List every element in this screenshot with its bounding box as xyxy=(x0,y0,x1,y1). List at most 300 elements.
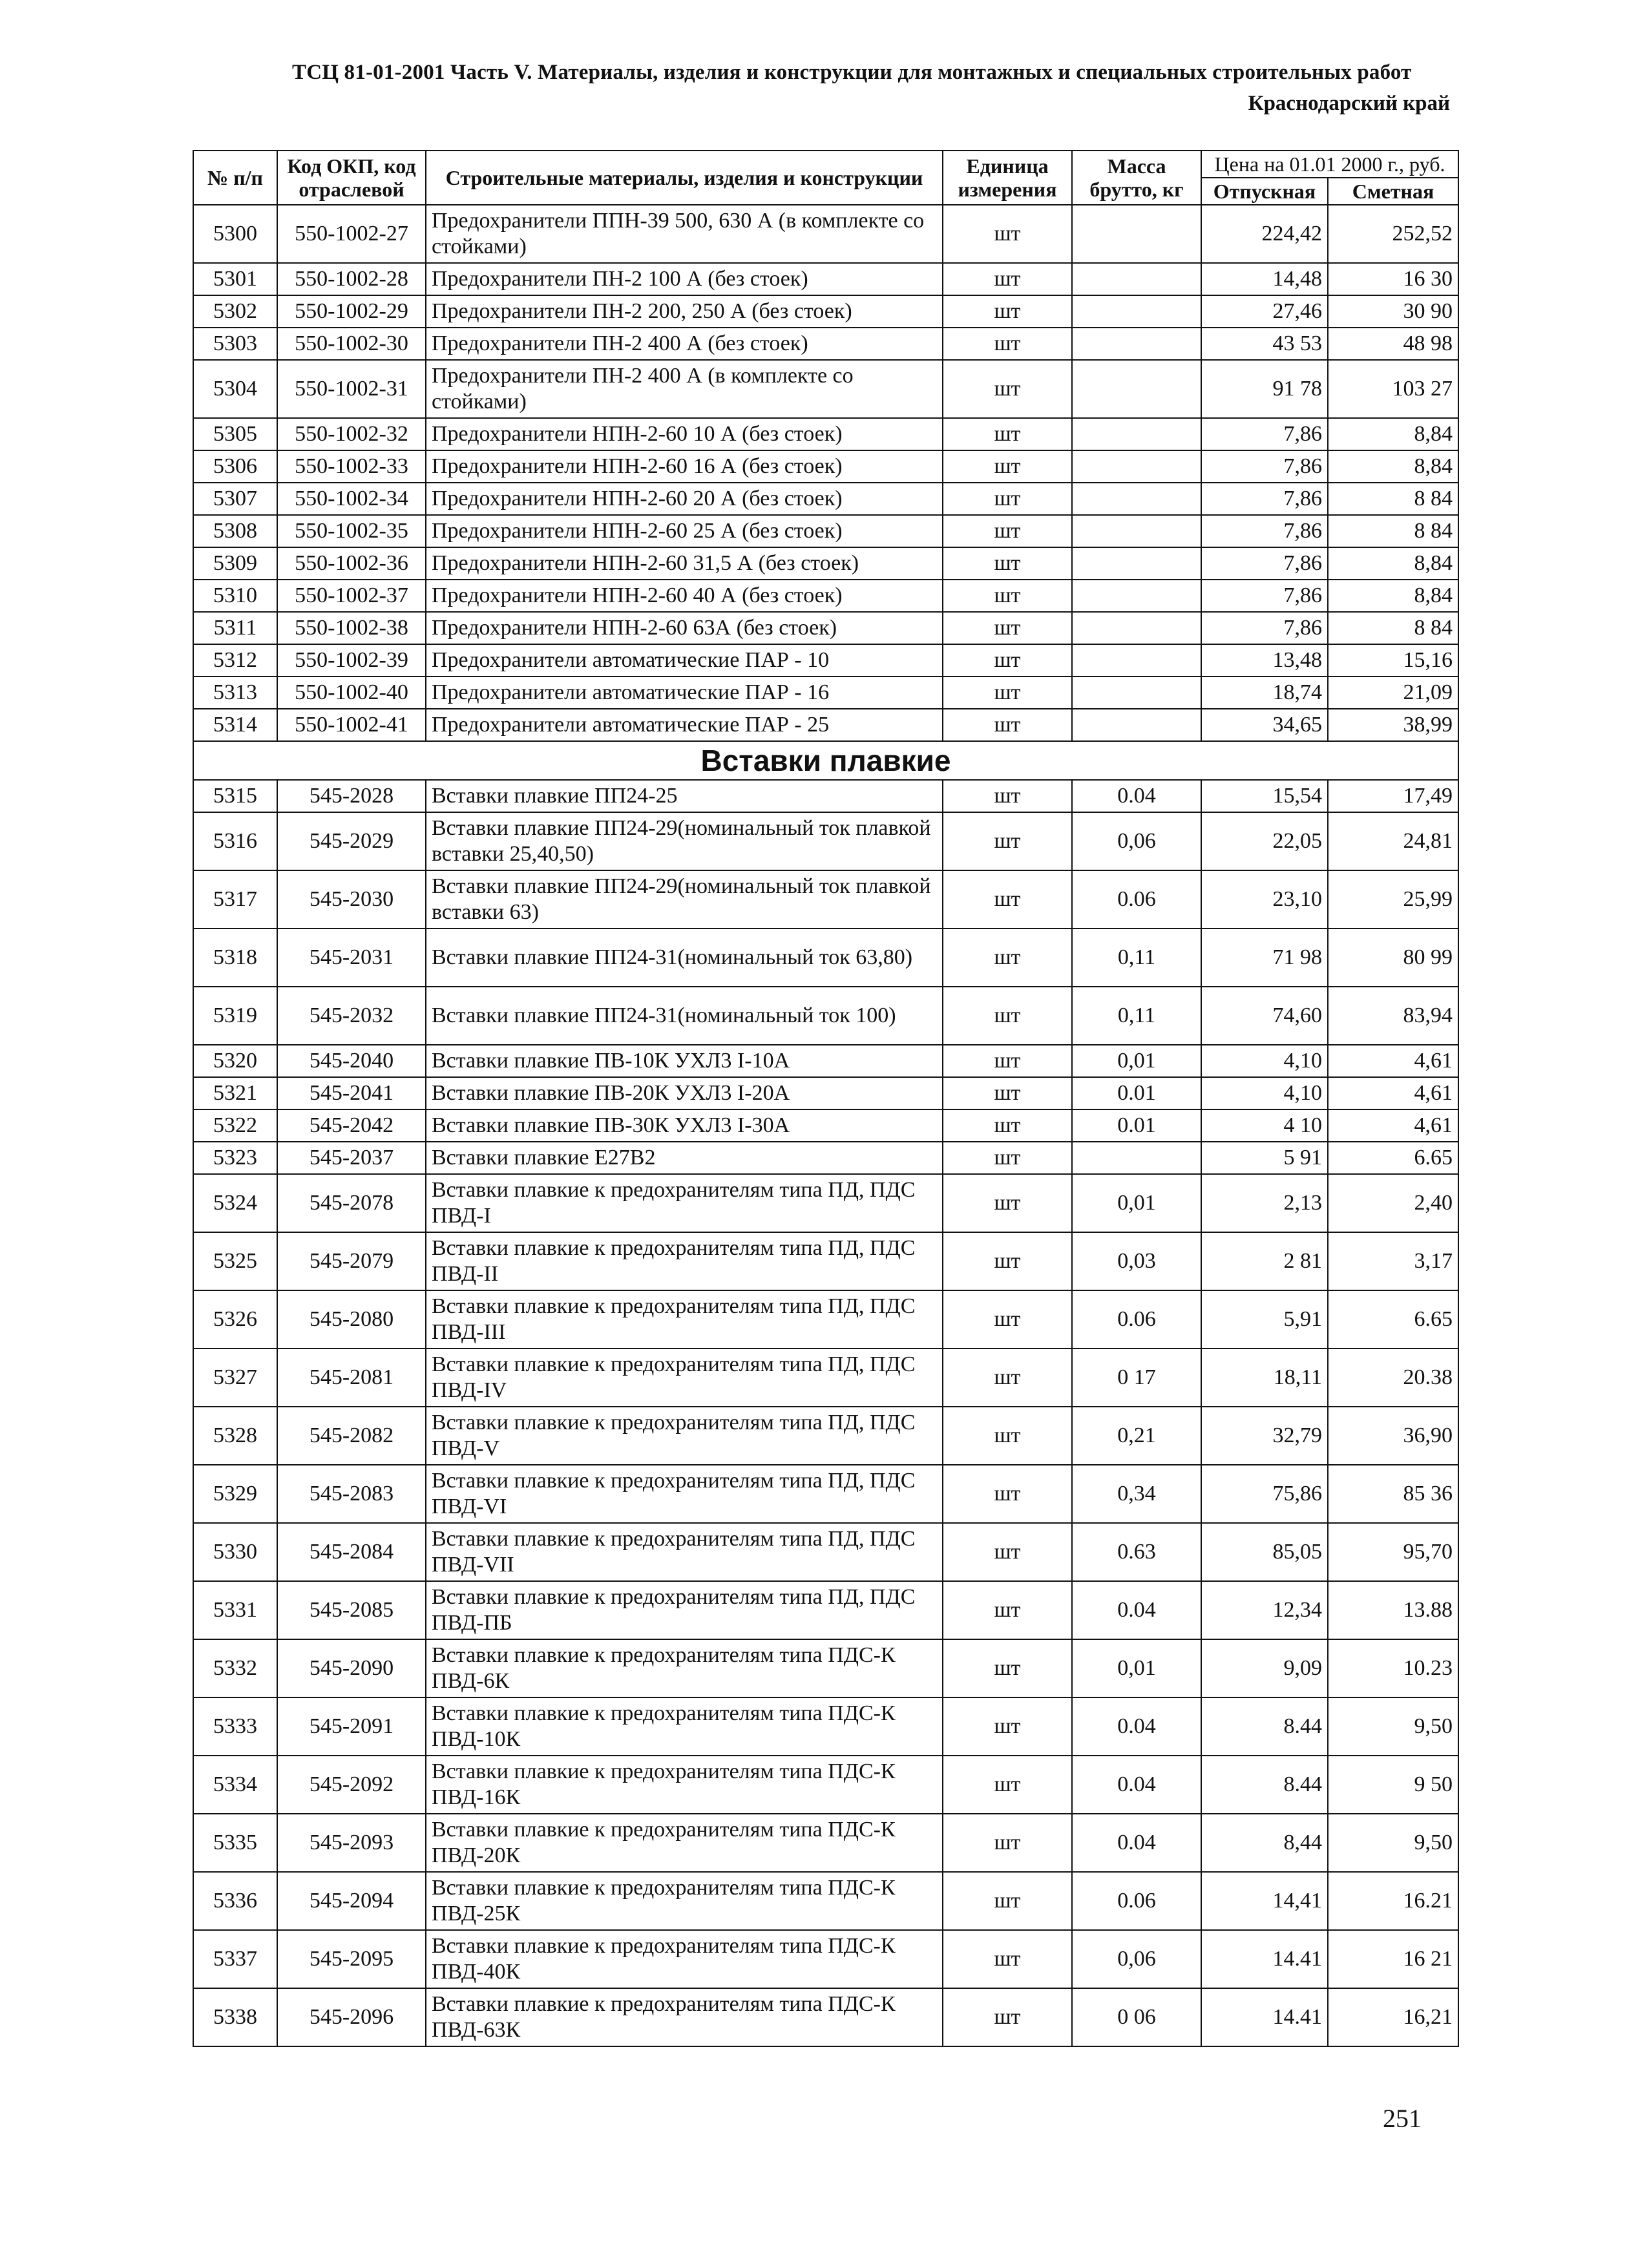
cell-unit: шт xyxy=(943,612,1072,644)
cell-unit: шт xyxy=(943,360,1072,418)
cell-unit: шт xyxy=(943,1523,1072,1581)
cell-material-name: Вставки плавкие к предохранителям типа ПД, ПДС ПВД-IV xyxy=(426,1349,943,1407)
cell-okp-code: 545-2084 xyxy=(277,1523,426,1581)
cell-okp-code: 550-1002-34 xyxy=(277,483,426,515)
table-row xyxy=(193,1142,1458,1174)
cell-price-estimate: 20.38 xyxy=(1328,1349,1458,1407)
cell-unit: шт xyxy=(943,1077,1072,1109)
cell-num: 5325 xyxy=(193,1232,277,1290)
cell-unit: шт xyxy=(943,1930,1072,1988)
cell-num: 5321 xyxy=(193,1077,277,1109)
cell-mass: 0.06 xyxy=(1072,1290,1201,1349)
cell-mass xyxy=(1072,677,1201,709)
cell-unit: шт xyxy=(943,1465,1072,1523)
cell-num: 5310 xyxy=(193,580,277,612)
cell-price-release: 9,09 xyxy=(1201,1639,1328,1697)
cell-price-release: 27,46 xyxy=(1201,295,1328,328)
cell-price-estimate: 21,09 xyxy=(1328,677,1458,709)
col-header-okp-code: Код ОКП, код отраслевой xyxy=(277,151,426,205)
table-row xyxy=(193,263,1458,295)
cell-price-release: 32,79 xyxy=(1201,1407,1328,1465)
cell-mass: 0,01 xyxy=(1072,1174,1201,1232)
cell-price-estimate: 9 50 xyxy=(1328,1756,1458,1814)
cell-mass xyxy=(1072,1142,1201,1174)
cell-okp-code: 545-2091 xyxy=(277,1697,426,1756)
cell-price-release: 4,10 xyxy=(1201,1077,1328,1109)
cell-unit: шт xyxy=(943,677,1072,709)
table-row xyxy=(193,580,1458,612)
cell-material-name: Предохранители НПН-2-60 31,5 А (без стоек) xyxy=(426,547,943,580)
cell-okp-code: 545-2079 xyxy=(277,1232,426,1290)
cell-material-name: Предохранители ПН-2 200, 250 А (без стоек) xyxy=(426,295,943,328)
table-row xyxy=(193,295,1458,328)
cell-mass: 0.01 xyxy=(1072,1109,1201,1142)
cell-price-estimate: 8 84 xyxy=(1328,483,1458,515)
cell-okp-code: 545-2093 xyxy=(277,1814,426,1872)
cell-material-name: Вставки плавкие к предохранителям типа ПД, ПДС ПВД-VII xyxy=(426,1523,943,1581)
cell-mass: 0,21 xyxy=(1072,1407,1201,1465)
table-row xyxy=(193,1523,1458,1581)
cell-unit: шт xyxy=(943,580,1072,612)
cell-okp-code: 550-1002-33 xyxy=(277,450,426,483)
table-row xyxy=(193,709,1458,741)
cell-price-release: 18,11 xyxy=(1201,1349,1328,1407)
cell-okp-code: 545-2082 xyxy=(277,1407,426,1465)
cell-material-name: Вставки плавкие к предохранителям типа ПДС-К ПВД-25К xyxy=(426,1872,943,1930)
cell-unit: шт xyxy=(943,483,1072,515)
cell-price-release: 14.41 xyxy=(1201,1930,1328,1988)
cell-price-release: 2,13 xyxy=(1201,1174,1328,1232)
cell-mass xyxy=(1072,205,1201,263)
cell-okp-code: 550-1002-40 xyxy=(277,677,426,709)
cell-price-estimate: 9,50 xyxy=(1328,1697,1458,1756)
cell-price-estimate: 6.65 xyxy=(1328,1142,1458,1174)
cell-price-estimate: 38,99 xyxy=(1328,709,1458,741)
cell-price-estimate: 48 98 xyxy=(1328,328,1458,360)
fuses-rows xyxy=(193,205,1458,741)
cell-material-name: Предохранители НПН-2-60 10 А (без стоек) xyxy=(426,418,943,450)
cell-mass: 0.04 xyxy=(1072,1756,1201,1814)
cell-unit: шт xyxy=(943,1109,1072,1142)
cell-material-name: Предохранители ПН-2 400 А (без стоек) xyxy=(426,328,943,360)
cell-num: 5329 xyxy=(193,1465,277,1523)
section-title: Вставки плавкие xyxy=(193,741,1458,780)
cell-price-estimate: 8,84 xyxy=(1328,547,1458,580)
table-row xyxy=(193,1639,1458,1697)
cell-price-estimate: 17,49 xyxy=(1328,780,1458,812)
cell-material-name: Предохранители автоматические ПАР - 10 xyxy=(426,644,943,677)
table-row xyxy=(193,1045,1458,1077)
cell-material-name: Вставки плавкие ПП24-29(номинальный ток плавкой вставки 25,40,50) xyxy=(426,812,943,870)
cell-price-release: 4,10 xyxy=(1201,1045,1328,1077)
cell-okp-code: 550-1002-29 xyxy=(277,295,426,328)
cell-price-release: 8,44 xyxy=(1201,1814,1328,1872)
table-row xyxy=(193,1697,1458,1756)
cell-okp-code: 545-2094 xyxy=(277,1872,426,1930)
cell-unit: шт xyxy=(943,987,1072,1045)
cell-num: 5301 xyxy=(193,263,277,295)
cell-price-estimate: 103 27 xyxy=(1328,360,1458,418)
table-row xyxy=(193,450,1458,483)
cell-num: 5336 xyxy=(193,1872,277,1930)
materials-price-table xyxy=(193,150,1459,2047)
cell-price-estimate: 16 30 xyxy=(1328,263,1458,295)
cell-okp-code: 550-1002-39 xyxy=(277,644,426,677)
cell-unit: шт xyxy=(943,1174,1072,1232)
cell-price-release: 71 98 xyxy=(1201,929,1328,987)
cell-okp-code: 545-2037 xyxy=(277,1142,426,1174)
cell-num: 5337 xyxy=(193,1930,277,1988)
cell-num: 5302 xyxy=(193,295,277,328)
cell-material-name: Вставки плавкие к предохранителям типа ПД, ПДС ПВД-VI xyxy=(426,1465,943,1523)
cell-material-name: Вставки плавкие ПП24-25 xyxy=(426,780,943,812)
cell-price-estimate: 2,40 xyxy=(1328,1174,1458,1232)
cell-mass: 0,01 xyxy=(1072,1639,1201,1697)
cell-mass: 0.04 xyxy=(1072,1814,1201,1872)
cell-num: 5338 xyxy=(193,1988,277,2046)
cell-price-release: 8.44 xyxy=(1201,1697,1328,1756)
cell-okp-code: 545-2095 xyxy=(277,1930,426,1988)
table-row xyxy=(193,1930,1458,1988)
cell-material-name: Вставки плавкие к предохранителям типа ПД, ПДС ПВД-II xyxy=(426,1232,943,1290)
cell-price-release: 34,65 xyxy=(1201,709,1328,741)
cell-unit: шт xyxy=(943,205,1072,263)
cell-material-name: Предохранители ПН-2 100 А (без стоек) xyxy=(426,263,943,295)
cell-mass xyxy=(1072,612,1201,644)
cell-material-name: Предохранители ПН-2 400 А (в комплекте со стойками) xyxy=(426,360,943,418)
col-header-price-release: Отпускная xyxy=(1201,178,1328,205)
cell-unit: шт xyxy=(943,1872,1072,1930)
cell-material-name: Вставки плавкие Е27В2 xyxy=(426,1142,943,1174)
table-row xyxy=(193,547,1458,580)
cell-num: 5328 xyxy=(193,1407,277,1465)
cell-price-release: 18,74 xyxy=(1201,677,1328,709)
cell-material-name: Предохранители НПН-2-60 16 А (без стоек) xyxy=(426,450,943,483)
cell-mass: 0,34 xyxy=(1072,1465,1201,1523)
cell-okp-code: 545-2092 xyxy=(277,1756,426,1814)
cell-price-estimate: 8,84 xyxy=(1328,580,1458,612)
cell-price-release: 7,86 xyxy=(1201,483,1328,515)
cell-price-estimate: 4,61 xyxy=(1328,1109,1458,1142)
cell-num: 5319 xyxy=(193,987,277,1045)
cell-price-release: 8.44 xyxy=(1201,1756,1328,1814)
cell-unit: шт xyxy=(943,1988,1072,2046)
cell-price-release: 14.41 xyxy=(1201,1988,1328,2046)
table-row xyxy=(193,1077,1458,1109)
document-header-title: ТСЦ 81-01-2001 Часть V. Материалы, изделия и конструкции для монтажных и специальных строительных работ xyxy=(292,61,1412,84)
table-row xyxy=(193,1290,1458,1349)
cell-okp-code: 545-2031 xyxy=(277,929,426,987)
cell-okp-code: 545-2041 xyxy=(277,1077,426,1109)
table-row xyxy=(193,677,1458,709)
cell-price-release: 43 53 xyxy=(1201,328,1328,360)
cell-material-name: Вставки плавкие ПВ-10К УХЛ3 I-10А xyxy=(426,1045,943,1077)
cell-material-name: Вставки плавкие к предохранителям типа ПД, ПДС ПВД-I xyxy=(426,1174,943,1232)
cell-num: 5324 xyxy=(193,1174,277,1232)
cell-mass xyxy=(1072,547,1201,580)
cell-price-release: 91 78 xyxy=(1201,360,1328,418)
cell-num: 5309 xyxy=(193,547,277,580)
cell-num: 5312 xyxy=(193,644,277,677)
cell-material-name: Вставки плавкие к предохранителям типа ПД, ПДС ПВД-ПБ xyxy=(426,1581,943,1639)
cell-okp-code: 545-2042 xyxy=(277,1109,426,1142)
table-row xyxy=(193,483,1458,515)
cell-mass: 0.04 xyxy=(1072,780,1201,812)
col-header-mass: Масса брутто, кг xyxy=(1072,151,1201,205)
cell-okp-code: 550-1002-31 xyxy=(277,360,426,418)
cell-num: 5330 xyxy=(193,1523,277,1581)
cell-price-estimate: 15,16 xyxy=(1328,644,1458,677)
cell-price-release: 14,41 xyxy=(1201,1872,1328,1930)
cell-okp-code: 550-1002-36 xyxy=(277,547,426,580)
cell-unit: шт xyxy=(943,1756,1072,1814)
fuse-links-rows xyxy=(193,780,1458,2046)
cell-okp-code: 550-1002-32 xyxy=(277,418,426,450)
cell-okp-code: 545-2083 xyxy=(277,1465,426,1523)
cell-price-release: 7,86 xyxy=(1201,580,1328,612)
cell-price-estimate: 36,90 xyxy=(1328,1407,1458,1465)
cell-material-name: Вставки плавкие к предохранителям типа ПДС-К ПВД-63К xyxy=(426,1988,943,2046)
cell-price-estimate: 6.65 xyxy=(1328,1290,1458,1349)
cell-price-release: 5,91 xyxy=(1201,1290,1328,1349)
cell-num: 5313 xyxy=(193,677,277,709)
cell-price-estimate: 4,61 xyxy=(1328,1045,1458,1077)
cell-unit: шт xyxy=(943,1290,1072,1349)
cell-price-estimate: 24,81 xyxy=(1328,812,1458,870)
cell-num: 5335 xyxy=(193,1814,277,1872)
cell-okp-code: 550-1002-35 xyxy=(277,515,426,547)
cell-price-estimate: 16.21 xyxy=(1328,1872,1458,1930)
cell-price-estimate: 8 84 xyxy=(1328,612,1458,644)
cell-mass: 0 17 xyxy=(1072,1349,1201,1407)
cell-unit: шт xyxy=(943,328,1072,360)
cell-mass: 0,06 xyxy=(1072,1930,1201,1988)
cell-price-release: 224,42 xyxy=(1201,205,1328,263)
cell-material-name: Вставки плавкие к предохранителям типа ПД, ПДС ПВД-III xyxy=(426,1290,943,1349)
cell-okp-code: 545-2029 xyxy=(277,812,426,870)
table-row xyxy=(193,870,1458,929)
cell-material-name: Вставки плавкие ПП24-29(номинальный ток плавкой вставки 63) xyxy=(426,870,943,929)
cell-unit: шт xyxy=(943,547,1072,580)
cell-mass xyxy=(1072,328,1201,360)
cell-price-release: 7,86 xyxy=(1201,515,1328,547)
table-row xyxy=(193,1407,1458,1465)
cell-price-estimate: 3,17 xyxy=(1328,1232,1458,1290)
cell-price-estimate: 8,84 xyxy=(1328,418,1458,450)
cell-mass xyxy=(1072,418,1201,450)
cell-num: 5322 xyxy=(193,1109,277,1142)
cell-num: 5334 xyxy=(193,1756,277,1814)
cell-material-name: Вставки плавкие ПВ-20К УХЛ3 I-20А xyxy=(426,1077,943,1109)
cell-num: 5323 xyxy=(193,1142,277,1174)
cell-price-estimate: 80 99 xyxy=(1328,929,1458,987)
table-row xyxy=(193,812,1458,870)
cell-okp-code: 545-2081 xyxy=(277,1349,426,1407)
cell-material-name: Предохранители НПН-2-60 63А (без стоек) xyxy=(426,612,943,644)
cell-material-name: Предохранители НПН-2-60 20 А (без стоек) xyxy=(426,483,943,515)
cell-num: 5320 xyxy=(193,1045,277,1077)
cell-price-release: 23,10 xyxy=(1201,870,1328,929)
cell-material-name: Вставки плавкие к предохранителям типа ПДС-К ПВД-20К xyxy=(426,1814,943,1872)
cell-price-release: 13,48 xyxy=(1201,644,1328,677)
cell-unit: шт xyxy=(943,870,1072,929)
table-row xyxy=(193,1109,1458,1142)
cell-unit: шт xyxy=(943,1639,1072,1697)
cell-mass: 0,03 xyxy=(1072,1232,1201,1290)
col-header-num: № п/п xyxy=(193,151,277,205)
cell-mass: 0.63 xyxy=(1072,1523,1201,1581)
table-row xyxy=(193,360,1458,418)
cell-num: 5300 xyxy=(193,205,277,263)
cell-material-name: Вставки плавкие ПВ-30К УХЛ3 I-30А xyxy=(426,1109,943,1142)
cell-material-name: Предохранители НПН-2-60 40 А (без стоек) xyxy=(426,580,943,612)
cell-okp-code: 545-2078 xyxy=(277,1174,426,1232)
cell-okp-code: 545-2090 xyxy=(277,1639,426,1697)
cell-price-estimate: 8,84 xyxy=(1328,450,1458,483)
cell-material-name: Предохранители НПН-2-60 25 А (без стоек) xyxy=(426,515,943,547)
cell-num: 5314 xyxy=(193,709,277,741)
cell-price-estimate: 13.88 xyxy=(1328,1581,1458,1639)
cell-price-release: 75,86 xyxy=(1201,1465,1328,1523)
cell-mass xyxy=(1072,483,1201,515)
table-row xyxy=(193,1581,1458,1639)
cell-unit: шт xyxy=(943,418,1072,450)
cell-price-release: 7,86 xyxy=(1201,450,1328,483)
cell-okp-code: 545-2028 xyxy=(277,780,426,812)
cell-mass xyxy=(1072,709,1201,741)
col-header-unit: Единица измерения xyxy=(943,151,1072,205)
cell-num: 5304 xyxy=(193,360,277,418)
table-row xyxy=(193,418,1458,450)
cell-num: 5331 xyxy=(193,1581,277,1639)
cell-unit: шт xyxy=(943,1407,1072,1465)
cell-num: 5318 xyxy=(193,929,277,987)
cell-num: 5305 xyxy=(193,418,277,450)
cell-mass xyxy=(1072,450,1201,483)
table-row xyxy=(193,1814,1458,1872)
cell-unit: шт xyxy=(943,812,1072,870)
cell-num: 5327 xyxy=(193,1349,277,1407)
cell-mass: 0.01 xyxy=(1072,1077,1201,1109)
cell-unit: шт xyxy=(943,1697,1072,1756)
cell-price-estimate: 95,70 xyxy=(1328,1523,1458,1581)
cell-price-release: 4 10 xyxy=(1201,1109,1328,1142)
cell-okp-code: 545-2096 xyxy=(277,1988,426,2046)
cell-price-estimate: 25,99 xyxy=(1328,870,1458,929)
table-row xyxy=(193,1465,1458,1523)
cell-mass xyxy=(1072,515,1201,547)
table-row xyxy=(193,205,1458,263)
cell-material-name: Предохранители ППН-39 500, 630 А (в комплекте со стойками) xyxy=(426,205,943,263)
cell-material-name: Вставки плавкие ПП24-31(номинальный ток 100) xyxy=(426,987,943,1045)
table-row xyxy=(193,644,1458,677)
page-number: 251 xyxy=(1383,2104,1422,2133)
cell-price-release: 12,34 xyxy=(1201,1581,1328,1639)
section-row xyxy=(193,741,1458,780)
cell-material-name: Вставки плавкие к предохранителям типа ПДС-К ПВД-6К xyxy=(426,1639,943,1697)
cell-material-name: Вставки плавкие ПП24-31(номинальный ток 63,80) xyxy=(426,929,943,987)
table-row xyxy=(193,929,1458,987)
cell-okp-code: 545-2080 xyxy=(277,1290,426,1349)
cell-okp-code: 545-2032 xyxy=(277,987,426,1045)
table-row xyxy=(193,1872,1458,1930)
cell-mass xyxy=(1072,644,1201,677)
cell-price-release: 85,05 xyxy=(1201,1523,1328,1581)
cell-num: 5303 xyxy=(193,328,277,360)
cell-okp-code: 545-2085 xyxy=(277,1581,426,1639)
col-header-material-name: Строительные материалы, изделия и конструкции xyxy=(426,151,943,205)
cell-okp-code: 550-1002-38 xyxy=(277,612,426,644)
table-row xyxy=(193,1756,1458,1814)
table-row xyxy=(193,328,1458,360)
cell-okp-code: 550-1002-28 xyxy=(277,263,426,295)
cell-material-name: Вставки плавкие к предохранителям типа ПДС-К ПВД-40К xyxy=(426,1930,943,1988)
cell-unit: шт xyxy=(943,1814,1072,1872)
cell-unit: шт xyxy=(943,780,1072,812)
cell-num: 5315 xyxy=(193,780,277,812)
cell-okp-code: 550-1002-37 xyxy=(277,580,426,612)
cell-num: 5307 xyxy=(193,483,277,515)
cell-mass xyxy=(1072,580,1201,612)
cell-unit: шт xyxy=(943,1045,1072,1077)
cell-unit: шт xyxy=(943,709,1072,741)
cell-unit: шт xyxy=(943,644,1072,677)
cell-mass: 0.04 xyxy=(1072,1581,1201,1639)
cell-price-estimate: 8 84 xyxy=(1328,515,1458,547)
cell-price-release: 14,48 xyxy=(1201,263,1328,295)
cell-price-release: 2 81 xyxy=(1201,1232,1328,1290)
table-row xyxy=(193,1232,1458,1290)
table-row xyxy=(193,780,1458,812)
cell-num: 5306 xyxy=(193,450,277,483)
cell-price-release: 15,54 xyxy=(1201,780,1328,812)
cell-mass: 0.06 xyxy=(1072,1872,1201,1930)
col-header-price-group: Цена на 01.01 2000 г., руб. xyxy=(1201,151,1458,178)
cell-price-estimate: 85 36 xyxy=(1328,1465,1458,1523)
cell-price-estimate: 10.23 xyxy=(1328,1639,1458,1697)
cell-mass: 0 06 xyxy=(1072,1988,1201,2046)
cell-price-estimate: 4,61 xyxy=(1328,1077,1458,1109)
cell-material-name: Вставки плавкие к предохранителям типа ПДС-К ПВД-16К xyxy=(426,1756,943,1814)
cell-unit: шт xyxy=(943,1349,1072,1407)
cell-unit: шт xyxy=(943,929,1072,987)
table-row xyxy=(193,1988,1458,2046)
document-header-region: Краснодарский край xyxy=(1248,92,1450,115)
cell-num: 5332 xyxy=(193,1639,277,1697)
cell-unit: шт xyxy=(943,1232,1072,1290)
cell-okp-code: 550-1002-30 xyxy=(277,328,426,360)
cell-mass xyxy=(1072,263,1201,295)
table-row xyxy=(193,1349,1458,1407)
cell-okp-code: 545-2030 xyxy=(277,870,426,929)
cell-price-estimate: 16,21 xyxy=(1328,1988,1458,2046)
cell-unit: шт xyxy=(943,1142,1072,1174)
cell-okp-code: 550-1002-41 xyxy=(277,709,426,741)
table-row xyxy=(193,612,1458,644)
cell-price-release: 7,86 xyxy=(1201,418,1328,450)
cell-mass: 0,01 xyxy=(1072,1045,1201,1077)
cell-unit: шт xyxy=(943,295,1072,328)
cell-mass: 0,11 xyxy=(1072,929,1201,987)
cell-price-estimate: 83,94 xyxy=(1328,987,1458,1045)
cell-okp-code: 550-1002-27 xyxy=(277,205,426,263)
cell-mass xyxy=(1072,360,1201,418)
cell-mass: 0.04 xyxy=(1072,1697,1201,1756)
cell-price-release: 7,86 xyxy=(1201,612,1328,644)
cell-unit: шт xyxy=(943,515,1072,547)
cell-material-name: Вставки плавкие к предохранителям типа ПДС-К ПВД-10К xyxy=(426,1697,943,1756)
cell-mass: 0,11 xyxy=(1072,987,1201,1045)
